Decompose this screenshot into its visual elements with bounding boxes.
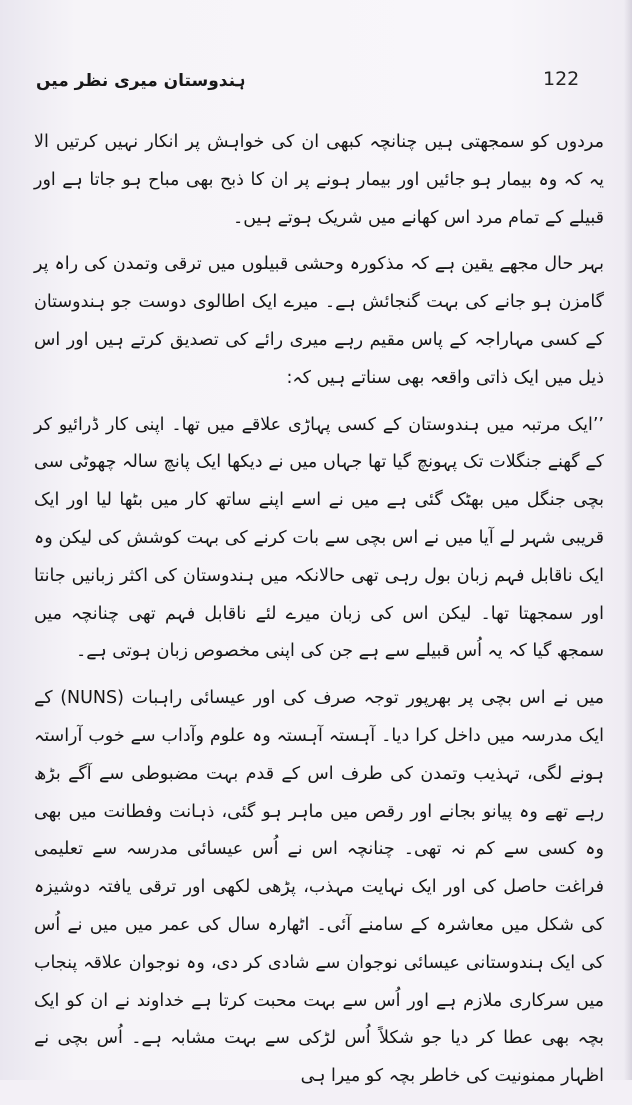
page-edge-shadow <box>624 0 632 1080</box>
paragraph-2: بہر حال مجھے یقین ہے کہ مذکورہ وحشی قبیلوں میں ترقی وتمدن کی راہ پر گامزن ہو جانے کی بہت گنجائش ہے۔ میرے ایک اطالوی دوست جو ہندوستان کے کسی مہاراجہ کے پاس مقیم رہے میری رائے کی تصدیق کرتے ہیں اور اس ذیل میں ایک ذاتی واقعہ بھی سناتے ہیں کہ: <box>34 254 604 388</box>
quoted-paragraph: ’’ایک مرتبہ میں ہندوستان کے کسی پہاڑی علاقے میں تھا۔ اپنی کار ڈرائیو کر کے گھنے جنگلات تک پہونچ گیا تھا جہاں میں نے دیکھا ایک پانچ سالہ چھوٹی سی بچی جنگل میں بھٹک گئی ہے میں نے اسے اپنے ساتھ کار میں بٹھا لیا اور ایک قریبی شہر لے آیا میں نے اس بچی سے بات کرنے کی بہت کوشش کی لیکن وہ ایک ناقابل فہم زبان بول رہی تھی حالانکہ میں ہندوستان کی اکثر زبانیں جانتا اور سمجھتا تھا۔ لیکن اس کی زبان میرے لئے ناقابل فہم تھی چنانچہ میں سمجھ گیا کہ یہ اُس قبیلے سے ہے جن کی اپنی مخصوص زبان ہوتی ہے۔ <box>34 414 604 662</box>
running-title: ہندوستان میری نظر میں <box>36 71 246 91</box>
body-text <box>34 124 604 1105</box>
paragraph-4: میں نے اس بچی پر بھرپور توجہ صرف کی اور عیسائی راہبات (NUNS) کے ایک مدرسہ میں داخل کرا دیا۔ آہستہ آہستہ وہ علوم وآداب سے خوب آراستہ ہونے لگی، تہذیب وتمدن کی طرف اس کے قدم بہت مضبوطی سے آگے بڑھ رہے تھے وہ پیانو بجانے اور رقص میں ماہر ہو گئی، ذہانت وفطانت میں بھی وہ کسی سے کم نہ تھی۔ چنانچہ اس نے اُس عیسائی مدرسہ سے تعلیمی فراغت حاصل کی اور ایک نہایت مہذب، پڑھی لکھی اور ترقی یافتہ دوشیزہ کی شکل میں معاشرہ کے سامنے آئی۔ اٹھارہ سال کی عمر میں میں نے اُس کی ایک ہندوستانی عیسائی نوجوان سے شادی کر دی، وہ نوجوان علاقہ پنجاب میں سرکاری ملازم ہے اور اُس سے بہت محبت کرتا ہے خداوند نے ان کو ایک بچہ بھی عطا کر دیا جو شکلاً اُس لڑکی سے بہت مشابہ ہے۔ اُس بچی نے اظہار ممنونیت کی خاطر بچہ کو میرا ہی <box>34 688 604 1087</box>
paragraph-1: مردوں کو سمجھتی ہیں چنانچہ کبھی ان کی خواہش پر انکار نہیں کرتیں الا یہ کہ وہ بیمار ہو جائیں اور بیمار ہونے پر ان کا ذبح بھی مباح ہو جاتا ہے اور قبیلے کے تمام مرد اس کھانے میں شریک ہوتے ہیں۔ <box>34 132 604 228</box>
page-number: 122 <box>543 68 580 90</box>
